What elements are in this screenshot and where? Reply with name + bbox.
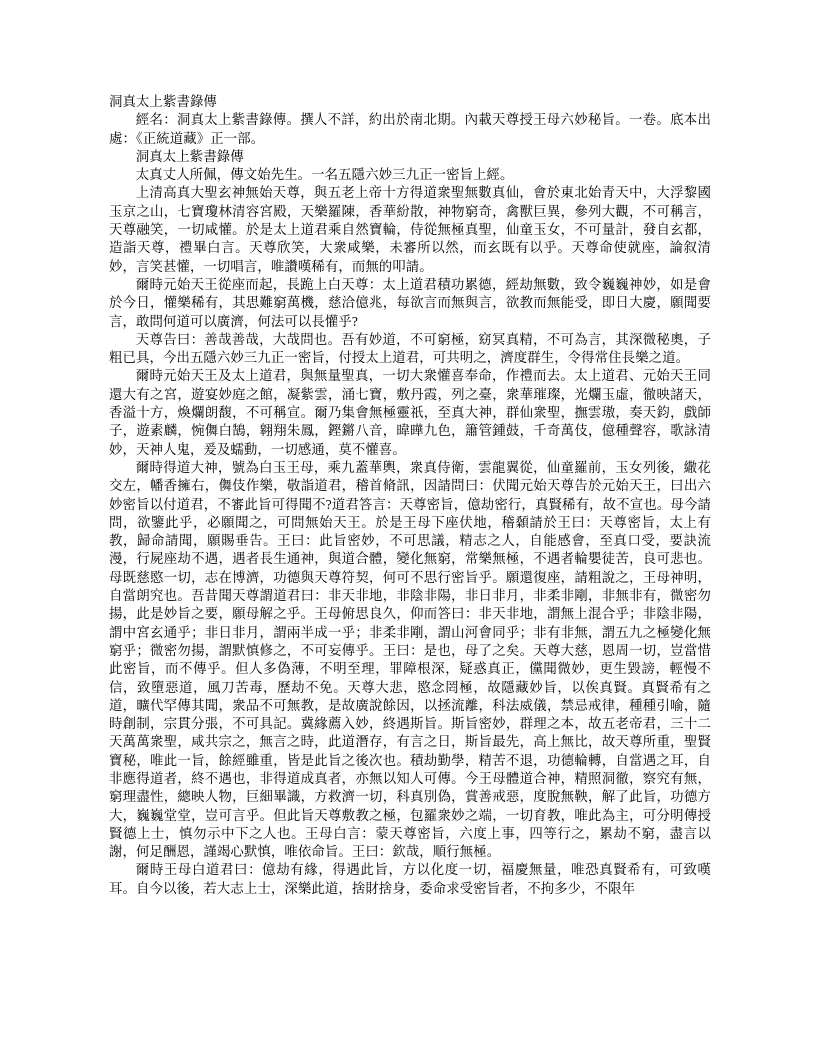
- paragraph-body-6: 爾時王母白道君曰：億劫有緣，得遇此旨，方以化度一切，福慶無量，唯恐真賢希有，可致嘆耳。自今以後，若大志上士，深樂此道，捨財捨身，委命求受密旨者，不拘多少，不限年: [109, 862, 711, 896]
- paragraph-subtitle: 太真丈人所佩，傳文始先生。一名五隱六妙三九正一密旨上經。: [135, 167, 514, 183]
- paragraph-body-4: 爾時元始天王及太上道君，與無量聖真，一切大衆懽喜奉命，作禮而去。太上道君、元始天王同還大有之宮，遊宴妙庭之館，凝紫雲，涌七寶，敷丹霞，列之臺，衆華璀璨，光爛玉虛，徹映諸天，香溢十方，煥爛朗馥，不可稱宣。爾乃集會無極靈祇，至真大神，群仙衆聖，撫雲璈，奏天鈞，戲師子，遊素麟，惋儛白鵠，翱翔朱鳳，鏗鏘八音，暐曄九色，簫管鍾鼓，千奇萬伎，億種聲容，歌詠清妙，天神人鬼，爰及蠕動，一切感通，莫不懽喜。: [109, 368, 711, 457]
- paragraph-colophon: 經名：洞真太上紫書錄傳。撰人不詳，約出於南北期。內載天尊授王母六妙秘旨。一卷。底本出處：《正統道藏》正一部。: [109, 112, 711, 146]
- paragraph-inner-title: 洞真太上紫書錄傳: [135, 148, 244, 164]
- paragraph-body-2: 爾時元始天王從座而起，長跪上白天尊：太上道君積功累德，經劫無數，致令巍巍神妙，如是會於今日，懽樂稀有，其思難窮萬機，慈洽億兆，每欲言而無與言，欲教而無能受，即日大慶，願聞要言，敢問何道可以廣濟，何法可以長懽乎?: [109, 276, 711, 329]
- document-title: 洞真太上紫書錄傳: [109, 94, 217, 109]
- paragraph-body-3: 天尊告曰：善哉善哉，大哉問也。吾有妙道，不可窮極，窈冥真精，不可為言，其深微秘奧，子粗已具，今出五隱六妙三九正一密旨，付授太上道君，可共明之，濟度群生，令得常住長樂之道。: [109, 331, 711, 366]
- paragraph-body-1: 上清高真大聖玄神無始天尊，與五老上帝十方得道衆聖無數真仙，會於東北始青天中，大浮黎國玉京之山，七寶瓊林清容宮殿，天樂羅陳，香華紛散，神物窮奇，禽獸巨異，參列大觀，不可稱言，天尊融笑，一切咸懽。於是太上道君乘自然寶輪，侍從無極真聖，仙童玉女，不可量計，發自玄都，造詣天尊，禮畢白言。天尊欣笑，大衆咸樂，未審所以然，而玄既有以乎。天尊命使就座，論叙清妙，言笑甚懽，一切唱言，唯讚嘆稀有，而無的叩請。: [109, 185, 711, 274]
- document-page: [109, 93, 711, 898]
- paragraph-body-5: 爾時得道大神，號為白玉王母，乘九蓋華輿，衆真侍衛，雲龍翼從，仙童羅前，玉女列後，繖花交左，幡香擁右，儛伎作樂，敬詣道君，稽首脩訊，因請問曰：伏聞元始天尊告於元始天王，曰出六妙密旨以付道君，不審此旨可得聞不?道君答言：天尊密旨，億劫密行，真賢稀有，故不宣也。母今請問，欲鑒此乎，必願聞之，可問無始天王。於是王母下座伏地，稽顙請於王曰：天尊密旨，太上有教，歸命請聞，願賜垂告。王曰：此旨密妙，不可思議，精志之人，自能感會，至真口受，要訣流漫，行屍座劫不遇，遇者長生通神，與道合體，變化無窮，常樂無極，不遇者輪嬰徒苦，良可悲也。母既慈愍一切，志在博濟，功德與天尊符契，何可不思行密旨乎。願還復座，請粗說之，王母神明，自當朗究也。吾昔聞天尊謂道君曰：非天非地，非陰非陽，非日非月，非柔非剛，非無非有，微密勿揚，此是妙旨之要，願母解之乎。王母俯思良久，仰而答曰：非天非地，謂無上混合乎；非陰非陽，謂中宮玄通乎；非日非月，謂兩半成一乎；非柔非剛，謂山河會同乎；非有非無，謂五九之極變化無窮乎；微密勿揚，謂默慎修之，不可妄傳乎。王曰：是也，母了之矣。天尊大慈，恩周一切，豈當惜此密旨，而不傳乎。但人多偽薄，不明至理，罪障根深，疑惑真正，儻聞微妙，更生毀謗，輕慢不信，致墮惡道，風刀苦毒，歷劫不免。天尊大悲，愍念罔極，故隱藏妙旨，以俟真賢。真賢希有之道，曠代罕傳其聞，衆品不可無教，是故廣說餘因，以拯流離，科法威儀，禁忌戒律，種種引喻，隨時創制，宗貫分張，不可具記。冀緣薦入妙，終遇斯旨。斯旨密妙，群理之本，故五老帝君，三十二天萬萬衆聖，咸共宗之，無言之時，此道潛存，有言之日，斯旨最先，高上無比，故天尊所重，聖賢寶秘，唯此一旨，餘經雖重，皆是此旨之後次也。積劫勤學，精苦不退，功德輪轉，自當遇之耳，自非應得道者，終不遇也，非得道成真者，亦無以知人可傳。今王母體道合神，精照洞徹，察究有無，窮理盡性，總映人物，巨細畢識，方救濟一切，科真別偽，賞善戒惡，度脫無鞅，解了此旨，功德方大，巍巍堂堂，豈可言乎。但此旨天尊敷教之極，包羅衆妙之端，一切育教，唯此為主，可分明傳授賢德上士，慎勿示中下之人也。王母白言：蒙天尊密旨，六度上事，四等行之，累劫不窮，盡言以謝，何足酬恩，謹竭心默慎，唯依命旨。王曰：欽哉，順行無極。: [109, 459, 711, 860]
